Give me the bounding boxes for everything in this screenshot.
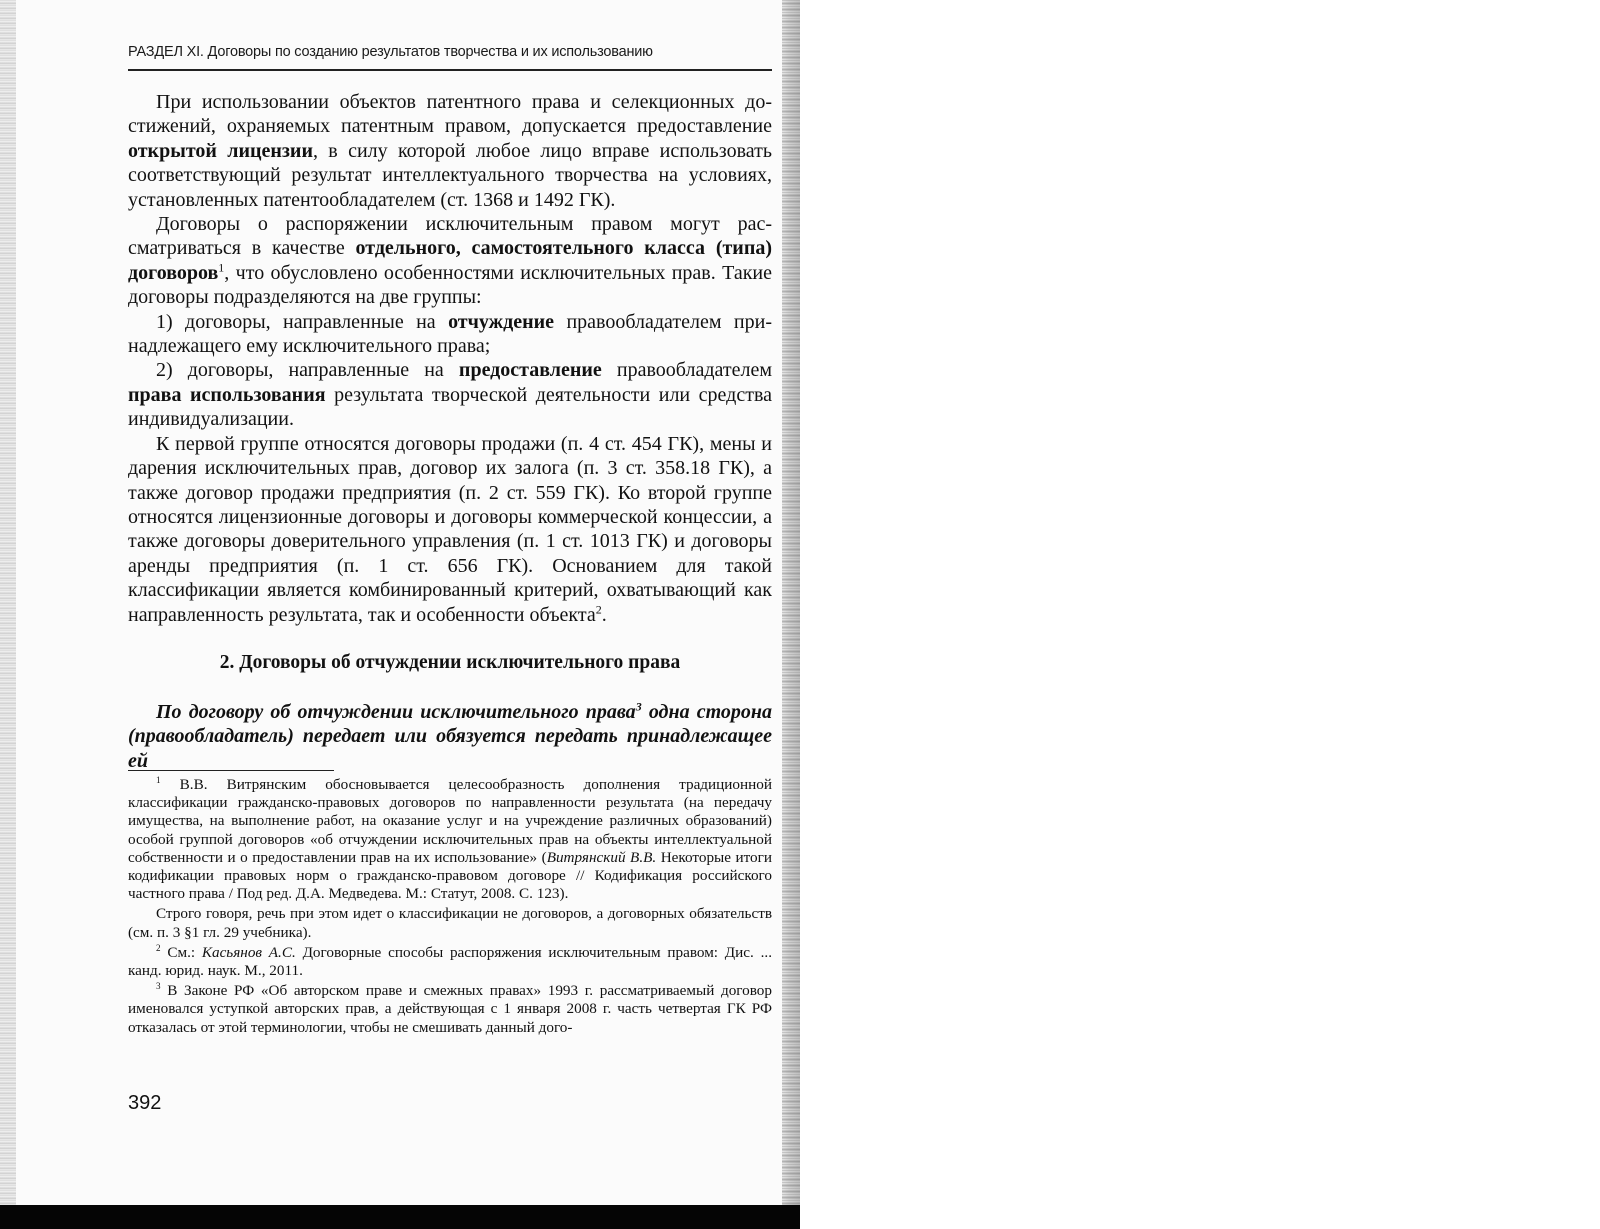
text-run: одна сторона (правообладатель) передает или обязуется передать принадлежащее ей	[128, 701, 772, 772]
footnote-3	[128, 982, 772, 1037]
book-spine-shadow	[782, 0, 800, 1205]
author-name: Касьянов А.С.	[201, 943, 296, 961]
text-run: правообладателем	[601, 359, 772, 382]
list-item-1	[128, 310, 772, 359]
running-header: РАЗДЕЛ XI. Договоры по созданию результатов творчества и их использованию	[128, 44, 653, 60]
text-run: результата творческой деятельности или средства индивидуализации.	[128, 383, 773, 431]
section-heading: 2. Договоры об отчуждении исключительного права	[219, 652, 681, 673]
definition-text	[128, 700, 772, 773]
text-run: правообладателем принадлежащего ему исключительного права;	[128, 310, 772, 358]
footnote-1-continued: Строго говоря, речь при этом идет о классификации не договоров, а договорных обязательств (см. п. 3 §1 гл. 29 учебника).	[128, 905, 772, 941]
text-run: Договорные способы распоряжения исключительным правом: Дис. ... канд. юрид. наук. М., 2011.	[128, 943, 773, 980]
left-page-edge	[0, 0, 16, 1205]
footnote-2	[128, 944, 772, 980]
text-run: 2) договоры, направленные на	[156, 359, 459, 382]
author-name: Витрянский В.В.	[546, 848, 657, 866]
text-run: При использовании объектов патентного права и селекционных достижений, охраняемых патентным правом, допускается предоставление	[128, 91, 772, 138]
header-rule	[128, 69, 772, 71]
footnote-1	[128, 776, 772, 903]
footnote-ref: 2	[595, 601, 602, 616]
bold-term: предоставление	[458, 359, 602, 382]
bold-term: права использования	[128, 383, 326, 406]
definition-paragraph	[128, 700, 772, 773]
paragraph-open-license	[128, 90, 772, 212]
text-run: , в силу которой любое лицо вправе использовать соответствующий результат интеллектуального творчества на условиях, установленных патентообладателем (ст. 1368 и 1492 ГК).	[128, 139, 772, 211]
text-run: 1) договоры, направленные на	[156, 310, 449, 333]
list-item-2	[128, 358, 772, 431]
text-run: .	[601, 603, 607, 626]
footnote-ref: 1	[218, 260, 225, 275]
text-run: , что обусловлено особенностями исключительных прав. Такие договоры подразделяются на две группы:	[128, 261, 772, 309]
footnote-number: 2	[156, 942, 161, 953]
text-run: К первой группе относятся договоры продажи (п. 4 ст. 454 ГК), мены и дарения исключительных прав, договор их залога (п. 3 ст. 358.18 ГК), а также договор продажи предприятия (п. 2 ст. 559 ГК). Ко второй группе относятся лицензионные договоры и договоры коммерческой концессии, а также договоры доверительного управления (п. 1 ст. 1013 ГК) и договоры аренды предприятия (п. 1 ст. 656 ГК). Основанием для такой классификации является комбинированный критерий, охватывающий как направленность результата, так и особенности объекта	[128, 432, 772, 626]
text-run: См.:	[160, 943, 202, 961]
scan-bottom-border	[0, 1205, 800, 1229]
footnote-ref: 3	[635, 699, 642, 714]
footnote-number: 3	[156, 981, 161, 992]
text-run: По договору об отчуждении исключительного права	[156, 701, 636, 723]
body-text	[128, 90, 772, 627]
bold-term: отчуждение	[448, 310, 555, 333]
text-run: Некоторые итоги кодификации правовых норм о гражданско-правовом договоре // Кодификация российского частного права / Под ред. Д.А. Медведева. М.: Статут, 2008. С. 123).	[128, 848, 773, 903]
paragraph-groups	[128, 432, 772, 627]
text-run: Договоры о распоряжении исключительным правом могут рассматриваться в качестве	[128, 213, 772, 260]
bold-term: открытой лицензии	[128, 139, 313, 162]
text-run: В.В. Витрянским обосновывается целесообразность дополнения традиционной классификации гражданско-правовых договоров по направленности результата (на передачу имущества, на выполнение работ, на оказание услуг и на учреждение различных образований) особой группой договоров «об отчуждении исключительных прав на объекты интеллектуальной собственности и о предоставлении прав на их использование» (	[128, 776, 772, 866]
text-run: В Законе РФ «Об авторском праве и смежных правах» 1993 г. рассматриваемый договор именовался уступкой авторских прав, а действующая с 1 января 2008 г. часть четвертая ГК РФ отказалась от этой терминологии, чтобы не смешивать данный дого-	[128, 982, 772, 1036]
footnote-separator	[128, 770, 334, 771]
bold-term: отдельного, самостоятельного класса (типа) договоров	[128, 237, 773, 284]
page-number: 392	[128, 1092, 162, 1114]
footnote-number: 1	[156, 774, 161, 785]
paragraph-contract-class	[128, 212, 772, 310]
footnotes	[128, 776, 772, 1039]
